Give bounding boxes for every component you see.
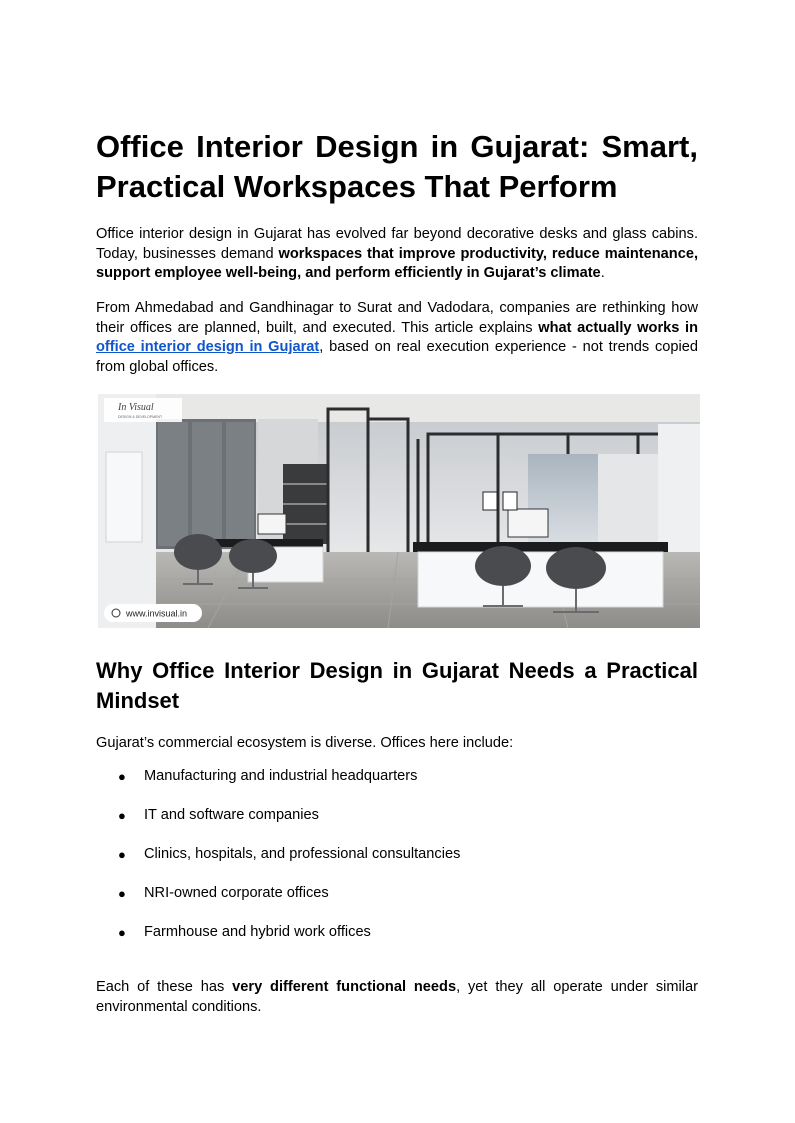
intro-paragraph bbox=[96, 225, 698, 284]
article-title: Office Interior Design in Gujarat: Smart, Practical Workspaces That Perform bbox=[96, 129, 698, 204]
office-interior-photo bbox=[98, 394, 700, 628]
context-text: From Ahmedabad and Gandhinagar to Surat and Vadodara, companies are rethinking how their offices are planned, built, and executed. This article explains bbox=[96, 300, 698, 336]
intro-emphasis: workspaces that improve productivity, reduce maintenance, support employee well-being, and perform efficiently in Gujarat’s climate bbox=[96, 245, 698, 281]
logo-subtext: DESIGN & DEVELOPMENT bbox=[118, 415, 163, 419]
intro-period: . bbox=[600, 265, 605, 281]
list-item bbox=[96, 767, 698, 806]
logo-text: In Visual bbox=[118, 402, 154, 413]
intro-text: Office interior design in Gujarat has evolved far beyond decorative desks and glass cabins. Today, businesses demand bbox=[96, 226, 698, 262]
section-intro: Gujarat’s commercial ecosystem is diverse. Offices here include: bbox=[96, 735, 514, 751]
office-interior-link[interactable]: office interior design in Gujarat bbox=[96, 339, 320, 355]
bullet-icon: ● bbox=[118, 925, 126, 940]
bullet-icon: ● bbox=[118, 886, 126, 901]
list-item bbox=[96, 806, 698, 845]
list-item-text: Manufacturing and industrial headquarters bbox=[144, 768, 418, 784]
closing-tail: , yet they all operate under similar environmental conditions. bbox=[96, 979, 698, 1015]
list-item bbox=[96, 923, 698, 962]
context-paragraph bbox=[96, 299, 698, 377]
office-types-list bbox=[96, 767, 698, 962]
context-tail: , based on real execution experience - not trends copied from global offices. bbox=[96, 339, 698, 375]
bullet-icon: ● bbox=[118, 847, 126, 862]
list-item-text: NRI-owned corporate offices bbox=[144, 885, 329, 901]
context-emphasis: what actually works in bbox=[538, 319, 698, 336]
list-item bbox=[96, 884, 698, 923]
list-item-text: IT and software companies bbox=[144, 807, 319, 823]
list-item-text: Clinics, hospitals, and professional consultancies bbox=[144, 846, 461, 862]
closing-paragraph bbox=[96, 978, 698, 1017]
closing-text: Each of these has bbox=[96, 979, 233, 995]
section-heading: Why Office Interior Design in Gujarat Needs a Practical Mindset bbox=[96, 658, 698, 713]
watermark-url: www.invisual.in bbox=[126, 608, 188, 619]
closing-emphasis: very different functional needs bbox=[232, 979, 457, 995]
list-item-text: Farmhouse and hybrid work offices bbox=[144, 924, 371, 940]
bullet-icon: ● bbox=[118, 808, 126, 823]
list-item bbox=[96, 845, 698, 884]
bullet-icon: ● bbox=[118, 769, 126, 784]
